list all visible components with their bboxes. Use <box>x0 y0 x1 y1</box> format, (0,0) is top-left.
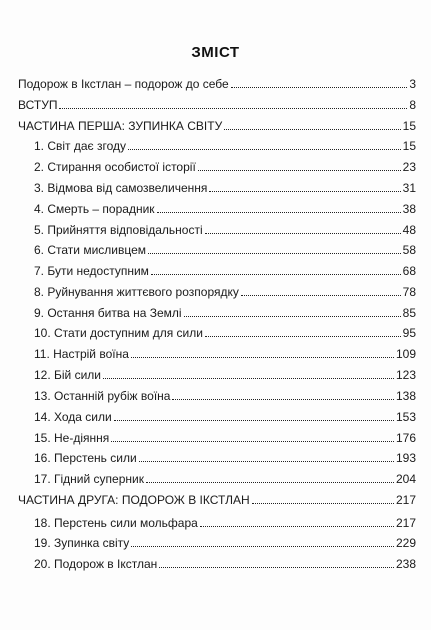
dot-leader <box>148 253 401 254</box>
toc-entry <box>34 368 416 382</box>
toc-entry-label: 1. Світ дає згоду <box>34 139 127 153</box>
toc-entry-page-number: 58 <box>402 243 416 257</box>
toc-entry-page-number: 123 <box>395 368 416 382</box>
toc-entry <box>34 202 416 216</box>
toc-entry <box>34 516 416 530</box>
toc-entry-label: 12. Бій сили <box>34 368 102 382</box>
toc-entry <box>18 493 416 507</box>
toc-entry-label: 16. Перстень сили <box>34 451 137 465</box>
dot-leader <box>146 482 394 483</box>
toc-entry <box>34 181 416 195</box>
dot-leader <box>241 295 401 296</box>
toc-entry-label: 13. Останній рубіж воїна <box>34 389 171 403</box>
toc-entry-page-number: 15 <box>402 139 416 153</box>
toc-entry <box>34 285 416 299</box>
toc-entry <box>18 119 416 133</box>
toc-entry <box>34 347 416 361</box>
toc-entry-page-number: 31 <box>402 181 416 195</box>
dot-leader <box>252 503 394 504</box>
toc-entry-page-number: 23 <box>402 160 416 174</box>
toc-entry <box>34 472 416 486</box>
toc-entry-page-number: 15 <box>402 119 416 133</box>
dot-leader <box>198 170 401 171</box>
toc-entry-label: 19. Зупинка світу <box>34 536 130 550</box>
toc-entry-label: ЧАСТИНА ПЕРША: ЗУПИНКА СВІТУ <box>18 119 223 133</box>
toc-entry-page-number: 153 <box>395 410 416 424</box>
toc-entry-page-number: 238 <box>395 557 416 571</box>
toc-entry-page-number: 229 <box>395 536 416 550</box>
toc-entry-page-number: 48 <box>402 223 416 237</box>
toc-entry-page-number: 217 <box>395 493 416 507</box>
toc-entry <box>18 98 416 112</box>
toc-entry-label: 9. Остання битва на Землі <box>34 306 182 320</box>
toc-entry <box>34 536 416 550</box>
toc-entry <box>34 306 416 320</box>
toc-entry <box>34 410 416 424</box>
dot-leader <box>131 546 394 547</box>
toc-entry-page-number: 176 <box>395 431 416 445</box>
toc-entry <box>34 431 416 445</box>
dot-leader <box>151 274 401 275</box>
dot-leader <box>111 441 394 442</box>
toc-entry <box>34 389 416 403</box>
toc-entry <box>34 160 416 174</box>
toc-entry-label: 10. Стати доступним для сили <box>34 326 203 340</box>
dot-leader <box>139 461 394 462</box>
dot-leader <box>157 212 401 213</box>
toc-entry-label: ЧАСТИНА ДРУГА: ПОДОРОЖ В ІКСТЛАН <box>18 493 250 507</box>
dot-leader <box>103 378 394 379</box>
toc-entry <box>34 243 416 257</box>
toc-entry <box>18 77 416 91</box>
dot-leader <box>159 567 394 568</box>
toc-entry-label: 11. Настрій воїна <box>34 347 129 361</box>
toc-entry-label: 4. Смерть – порадник <box>34 202 155 216</box>
toc-entry-label: 14. Хода сили <box>34 410 112 424</box>
toc-entry <box>34 139 416 153</box>
dot-leader <box>205 336 401 337</box>
toc-entry <box>34 451 416 465</box>
toc-entry-label: 18. Перстень сили мольфара <box>34 516 198 530</box>
dot-leader <box>224 129 400 130</box>
toc-entry-page-number: 193 <box>395 451 416 465</box>
toc-entry-label: 17. Гідний суперник <box>34 472 144 486</box>
toc-entry-page-number: 109 <box>395 347 416 361</box>
toc-entry-page-number: 85 <box>402 306 416 320</box>
toc-entry-label: 3. Відмова від самозвеличення <box>34 181 208 195</box>
dot-leader <box>200 526 394 527</box>
dot-leader <box>172 399 394 400</box>
toc-entry-page-number: 8 <box>409 98 416 112</box>
dot-leader <box>114 420 394 421</box>
dot-leader <box>205 233 401 234</box>
dot-leader <box>59 108 407 109</box>
toc-entry <box>34 326 416 340</box>
toc-entry <box>34 264 416 278</box>
toc-entry-page-number: 68 <box>402 264 416 278</box>
toc-entry-label: 20. Подорож в Ікстлан <box>34 557 158 571</box>
toc-entry <box>34 223 416 237</box>
toc-entry-label: Подорож в Ікстлан – подорож до себе <box>18 77 229 91</box>
toc-entry-label: 2. Стирання особистої історії <box>34 160 196 174</box>
toc-entry-page-number: 95 <box>402 326 416 340</box>
toc-entry <box>34 557 416 571</box>
page-title: ЗМІСТ <box>191 44 240 61</box>
toc-entry-page-number: 217 <box>395 516 416 530</box>
toc-entry-label: 6. Стати мисливцем <box>34 243 147 257</box>
toc-entry-label: ВСТУП <box>18 98 58 112</box>
toc-entry-label: 15. Не-діяння <box>34 431 110 445</box>
dot-leader <box>209 191 400 192</box>
toc-entry-label: 7. Бути недоступним <box>34 264 149 278</box>
dot-leader <box>184 316 401 317</box>
dot-leader <box>128 149 401 150</box>
dot-leader <box>231 87 408 88</box>
toc-entry-page-number: 138 <box>395 389 416 403</box>
toc-entry-label: 5. Прийняття відповідальності <box>34 223 203 237</box>
toc-entry-page-number: 78 <box>402 285 416 299</box>
toc-entry-label: 8. Руйнування життєвого розпорядку <box>34 285 239 299</box>
toc-entry-page-number: 204 <box>395 472 416 486</box>
toc-entry-page-number: 38 <box>402 202 416 216</box>
toc-entry-page-number: 3 <box>409 77 416 91</box>
dot-leader <box>131 357 394 358</box>
